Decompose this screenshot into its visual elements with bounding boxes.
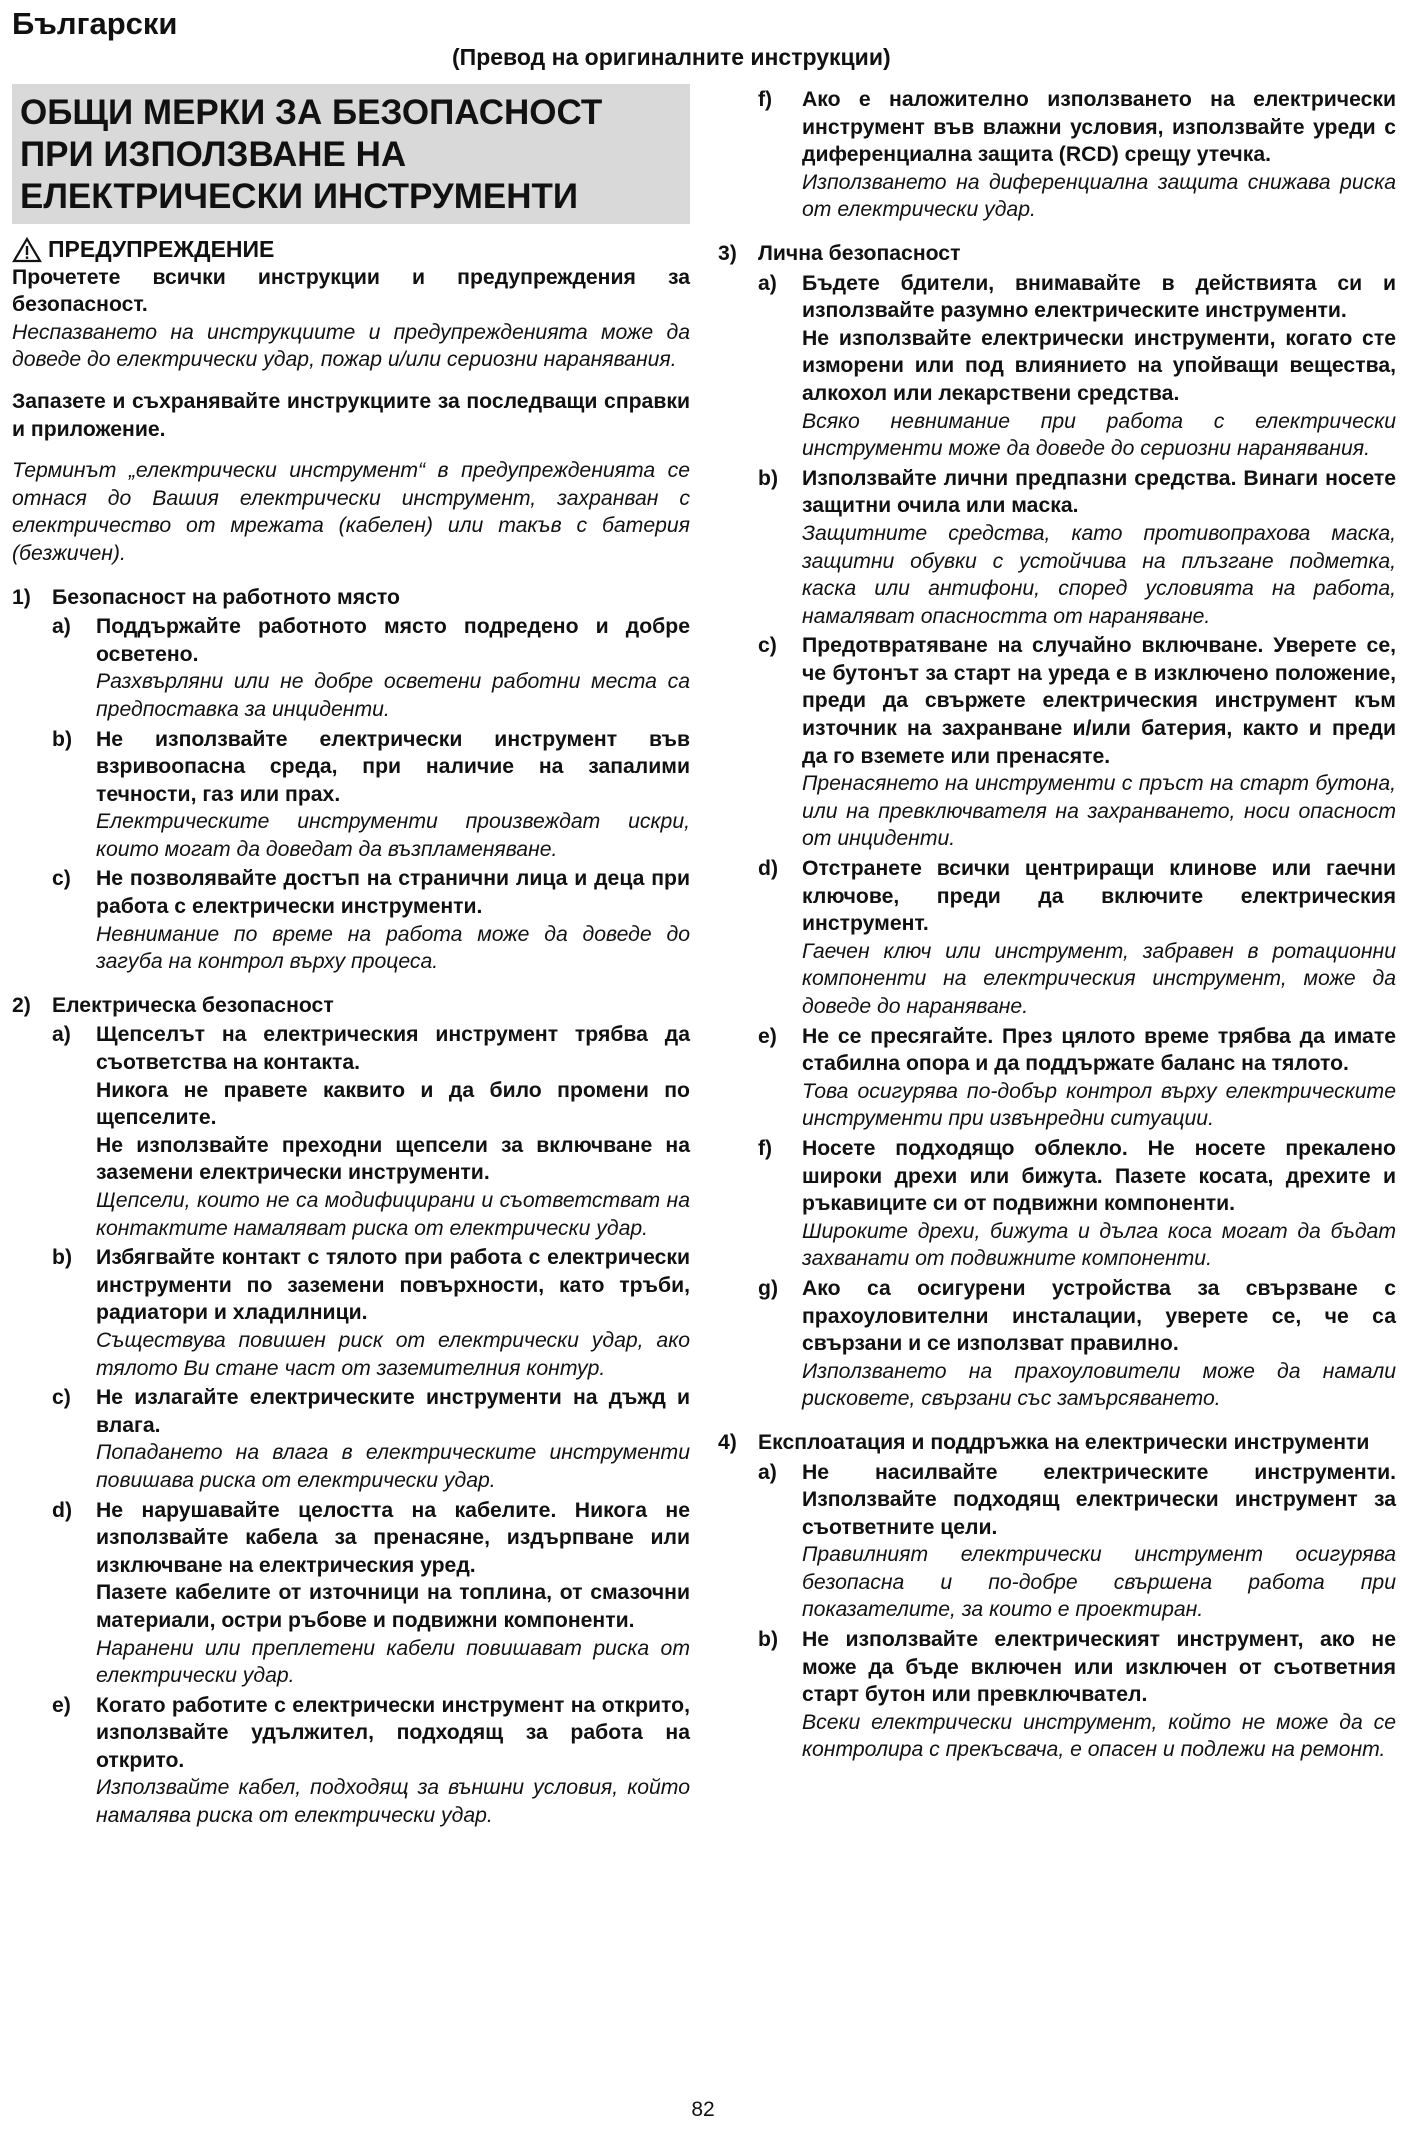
item-content (802, 1135, 1396, 1273)
item-letter: d) (52, 1498, 72, 1522)
item-letter: e) (52, 1693, 71, 1717)
item-letter: a) (52, 615, 71, 639)
warning-heading-row (12, 236, 690, 264)
section-title: Лична безопасност (758, 241, 961, 265)
item-letter: a) (758, 1460, 777, 1484)
item-content (802, 855, 1396, 1021)
item-letter: a) (52, 1023, 71, 1047)
item-content (802, 632, 1396, 853)
item-explanation: Попадането на влага в електрическите инструменти повишава риска от електрически удар. (96, 1441, 690, 1492)
item-explanation: Защитните средства, като противопрахова маска, защитни обувки с устойчива на плъзгане подметка, каска или антифони, според условията на работа, намаляват опасността от нараняване. (802, 521, 1396, 628)
item-instruction: Отстранете всички центриращи клинове или гаечни ключове, преди да включите електрическия инструмент. (802, 857, 1396, 936)
item-instruction: Ако е наложително използването на електрически инструмент във влажни условия, използвайте уреди с диференциална защита (RCD) срещу утечка. (802, 88, 1396, 167)
item-letter: b) (758, 466, 778, 490)
item-instruction: Не използвайте електрическият инструмент, ако не може да бъде включен или изключен от съответния старт бутон или превключвател. (802, 1628, 1396, 1707)
right-column (718, 84, 1396, 1764)
item-letter: b) (52, 727, 72, 751)
item-content (96, 726, 690, 864)
item-instruction: Когато работите с електрически инструмент на открито, използвайте удължител, подходящ за работа на открито. (96, 1693, 690, 1772)
item-instruction: Носете подходящо облекло. Не носете прекалено широки дрехи или бижута. Пазете косата, дрехите и ръкавиците си от подвижни компоненти. (802, 1136, 1396, 1216)
item-explanation: Разхвърляни или не добре осветени работни места са предпоставка за инциденти. (96, 670, 690, 721)
item-instruction: Избягвайте контакт с тялото при работа с електрически инструменти по заземени повърхности, като тръби, радиатори и хладилници. (96, 1246, 690, 1325)
item-content (96, 1384, 690, 1494)
item-letter: b) (52, 1246, 72, 1270)
item-explanation: Всяко невнимание при работа с електрически инструменти може да доведе до сериозни наранявания. (802, 409, 1396, 461)
item-explanation: Съществува повишен риск от електрически удар, ако тялото Ви стане част от заземителния контур. (96, 1328, 690, 1380)
item-explanation: Щепсели, които не са модифицирани и съответстват на контактите намаляват риска от електрически удар. (96, 1189, 690, 1240)
item-letter: d) (758, 857, 778, 881)
item-content (96, 1692, 690, 1830)
item-letter: c) (758, 634, 777, 658)
item-explanation: Това осигурява по-добър контрол върху електрическите инструменти при извънредни ситуации. (802, 1079, 1396, 1131)
item-letter: f) (758, 88, 773, 111)
item-instruction: Не нарушавайте целостта на кабелите. Никога не използвайте кабела за пренасяне, издърпване или изключване на електрическия уред. (96, 1498, 690, 1577)
item-content (802, 270, 1396, 463)
section-title: Експлоатация и поддръжка на електрически инструменти (758, 1430, 1370, 1454)
item-content (96, 1021, 690, 1242)
item-explanation: Електрическите инструменти произвеждат искри, които могат да доведат да възпламеняване. (96, 810, 690, 861)
list-item (718, 855, 1396, 1021)
item-letter: c) (52, 867, 71, 891)
item-content (96, 1244, 690, 1382)
item-instruction: Не използвайте електрически инструмент във взривоопасна среда, при наличие на запалими течности, газ или прах. (96, 727, 690, 806)
item-instruction: Ако са осигурени устройства за свързване с прахоуловителни инсталации, уверете се, че са свързани и се използват правилно. (802, 1276, 1396, 1356)
item-explanation: Пренасянето на инструменти с пръст на старт бутона, или на превключвателя на захранването, носи опасност от инциденти. (802, 772, 1396, 851)
list-item (12, 865, 690, 975)
warning-heading: ПРЕДУПРЕЖДЕНИЕ (48, 236, 275, 262)
item-content (802, 1023, 1396, 1133)
item-instruction: Използвайте лични предпазни средства. Винаги носете защитни очила или маска. (802, 466, 1396, 518)
item-content (96, 865, 690, 975)
list-item (718, 1135, 1396, 1273)
item-instruction: Щепселът на електрическия инструмент трябва да съответства на контакта. (96, 1023, 690, 1075)
item-instruction: Не използвайте електрически инструменти, когато сте изморени или под влиянието на упойващи вещества, алкохол или лекарствени средства. (802, 326, 1396, 405)
item-instruction: Не позволявайте достъп на странични лица и деца при работа с електрически инструменти. (96, 867, 690, 919)
section-title: Електрическа безопасност (52, 993, 334, 1017)
item-instruction: Пазете кабелите от източници на топлина, от смазочни материали, остри ръбове и подвижни компоненти. (96, 1581, 690, 1632)
section-heading (12, 584, 690, 612)
list-item (718, 86, 1396, 224)
item-explanation: Гаечен ключ или инструмент, забравен в ротационни компоненти на електрическия инструмент, може да доведе до нараняване. (802, 939, 1396, 1018)
warning-read-all: Прочетете всички инструкции и предупреждения за безопасност. (12, 265, 690, 317)
item-content (802, 465, 1396, 631)
list-item (12, 1384, 690, 1494)
item-instruction: Не излагайте електрическите инструменти на дъжд и влага. (96, 1386, 690, 1437)
section-number: 3) (718, 241, 737, 265)
list-item (718, 1626, 1396, 1764)
language-heading: Български (12, 6, 178, 41)
list-item (12, 1244, 690, 1382)
item-explanation: Използването на прахоуловители може да намали рисковете, свързани със замърсяването. (802, 1359, 1396, 1411)
left-column (12, 84, 690, 1830)
list-item (718, 1023, 1396, 1133)
item-instruction: Не насилвайте електрическите инструменти. Използвайте подходящ електрически инструмент за съответните цели. (802, 1460, 1396, 1539)
section-title: Безопасност на работното място (52, 585, 400, 609)
item-instruction: Поддържайте работното място подредено и добре осветено. (96, 615, 690, 666)
item-content (96, 613, 690, 723)
list-item (12, 1497, 690, 1690)
list-item (12, 1021, 690, 1242)
section-heading (718, 1429, 1396, 1457)
item-content (802, 86, 1396, 224)
section-number: 4) (718, 1430, 737, 1454)
list-item (12, 613, 690, 723)
item-explanation: Използването на диференциална защита снижава риска от електрически удар. (802, 170, 1396, 222)
item-instruction: Не използвайте преходни щепсели за включване на заземени електрически инструменти. (96, 1133, 690, 1185)
warning-triangle-icon (12, 237, 42, 263)
item-explanation: Наранени или преплетени кабели повишават риска от електрически удар. (96, 1636, 690, 1688)
list-item (718, 465, 1396, 631)
section-number: 2) (12, 993, 31, 1017)
list-item (718, 632, 1396, 853)
item-instruction: Не се пресягайте. През цялото време трябва да имате стабилна опора и да поддържате баланс на тялото. (802, 1024, 1396, 1076)
item-instruction: Предотвратяване на случайно включване. Уверете се, че бутонът за старт на уреда е в изключено положение, преди да свържете електрическия инструмент към източник на захранване и/или батерия, както и преди да го вземете или пренасяте. (802, 634, 1396, 768)
section-heading (718, 240, 1396, 268)
page-number: 82 (691, 2098, 715, 2121)
warning-keep-instructions: Запазете и съхранявайте инструкциите за последващи справки и приложение. (12, 389, 690, 441)
item-letter: g) (758, 1276, 778, 1300)
list-item (718, 270, 1396, 463)
section-number: 1) (12, 585, 31, 609)
item-letter: e) (758, 1024, 777, 1048)
list-item (718, 1275, 1396, 1413)
translation-note: (Превод на оригиналните инструкции) (452, 44, 891, 70)
list-item (12, 1692, 690, 1830)
item-instruction: Никога не правете каквито и да било промени по щепселите. (96, 1078, 690, 1130)
item-content (802, 1275, 1396, 1413)
item-explanation: Широките дрехи, бижута и дълга коса могат да бъдат захванати от подвижните компоненти. (802, 1219, 1396, 1271)
item-letter: a) (758, 271, 777, 295)
item-content (802, 1459, 1396, 1625)
section-heading (12, 992, 690, 1020)
item-content (96, 1497, 690, 1690)
warning-consequence: Неспазването на инструкциите и предупрежденията може да доведе до електрически удар, пожар и/или сериозни наранявания. (12, 320, 690, 372)
list-item (718, 1459, 1396, 1625)
item-explanation: Правилният електрически инструмент осигурява безопасна и по-добре свършена работа при показателите, за които е проектиран. (802, 1543, 1396, 1622)
item-letter: b) (758, 1628, 778, 1652)
item-letter: f) (758, 1136, 773, 1160)
item-instruction: Бъдете бдители, внимавайте в действията си и използвайте разумно електрическите инструменти. (802, 271, 1396, 323)
item-letter: c) (52, 1386, 71, 1410)
item-explanation: Всеки електрически инструмент, който не може да се контролира с прекъсвача, е опасен и подлежи на ремонт. (802, 1710, 1396, 1762)
item-content (802, 1626, 1396, 1764)
page-title: ОБЩИ МЕРКИ ЗА БЕЗОПАСНОСТ ПРИ ИЗПОЛЗВАНЕ НА ЕЛЕКТРИЧЕСКИ ИНСТРУМЕНТИ (12, 84, 690, 224)
warning-term-definition: Терминът „електрически инструмент“ в предупрежденията се отнася до Вашия електрически инструмент, захранван с електричество от мрежата (кабелен) или такъв с батерия (безжичен). (12, 459, 690, 565)
list-item (12, 726, 690, 864)
item-explanation: Използвайте кабел, подходящ за външни условия, който намалява риска от електрически удар. (96, 1776, 690, 1828)
item-explanation: Невнимание по време на работа може да доведе до загуба на контрол върху процеса. (96, 922, 690, 974)
